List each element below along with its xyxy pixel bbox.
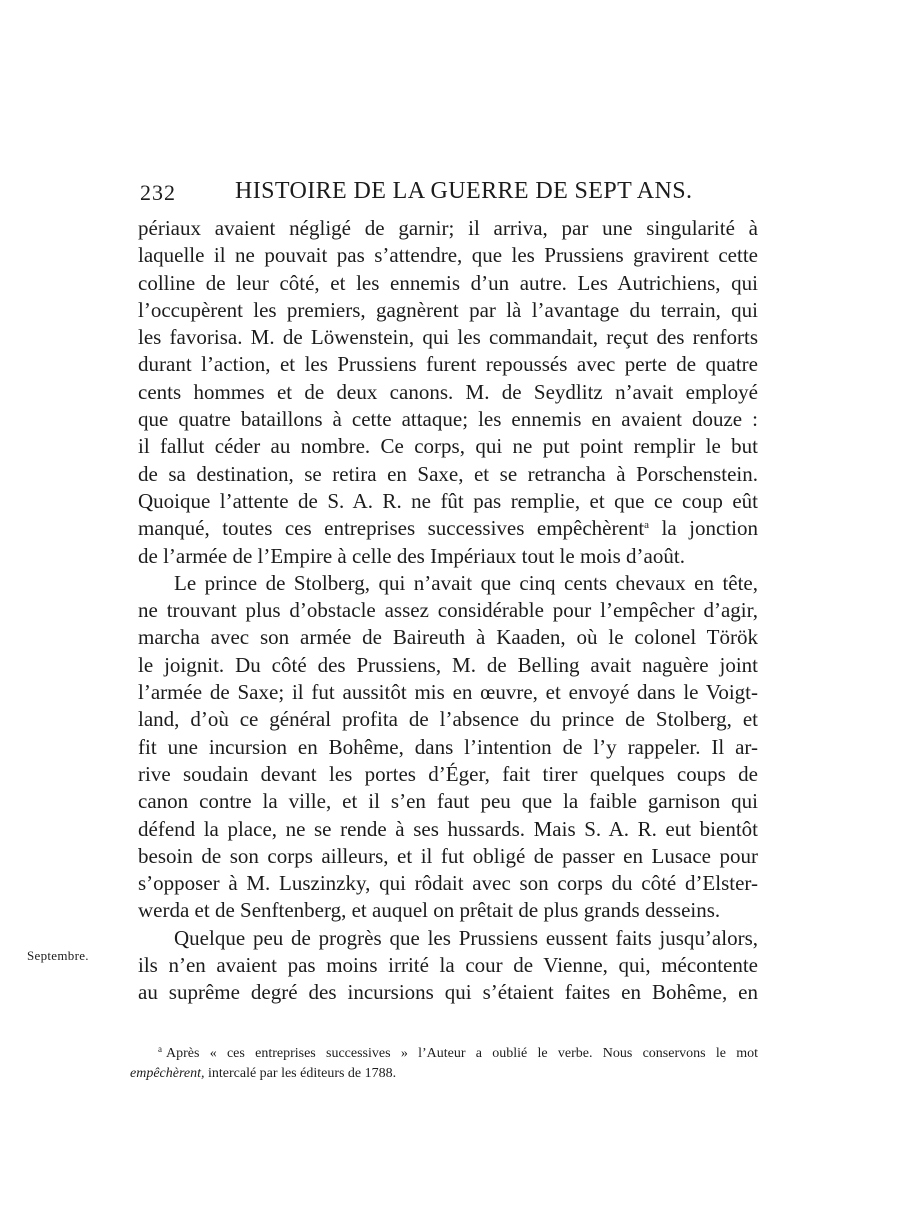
text-line: défend la place, ne se rende à ses hussards. Mais S. A. R. eut bientôt: [138, 816, 758, 841]
running-head: [138, 178, 758, 208]
text-line: ils n’en avaient pas moins irrité la cour de Vienne, qui, mécontente: [138, 953, 758, 978]
text-line: il fallut céder au nombre. Ce corps, qui ne put point remplir le but: [138, 434, 758, 459]
running-title: HISTOIRE DE LA GUERRE DE SEPT ANS.: [235, 178, 693, 204]
text-line: de l’armée de l’Empire à celle des Impériaux tout le mois d’août.: [138, 543, 685, 568]
footnote-text: Après « ces entreprises successives » l’Auteur a oublié le verbe. Nous conservons le mot: [166, 1046, 758, 1061]
text-line: cents hommes et de deux canons. M. de Seydlitz n’avait employé: [138, 379, 758, 404]
text-line: l’armée de Saxe; il fut aussitôt mis en œuvre, et envoyé dans le Voigt-: [138, 680, 758, 705]
text-line: périaux avaient négligé de garnir; il arriva, par une singularité à: [138, 216, 758, 240]
text-line: fit une incursion en Bohême, dans l’intention de l’y rappeler. Il ar-: [138, 734, 758, 759]
footnote-italic-word: empêchèrent,: [130, 1066, 205, 1081]
text-line: de sa destination, se retira en Saxe, et se retrancha à Porschenstein.: [138, 461, 758, 486]
text-line: Quelque peu de progrès que les Prussiens eussent faits jusqu’alors,: [174, 925, 758, 950]
margin-note: Septembre.: [27, 948, 89, 963]
text-line: Quoique l’attente de S. A. R. ne fût pas remplie, et que ce coup eût: [138, 488, 758, 513]
footnote-reference: a: [644, 519, 650, 532]
text-line: land, d’où ce général profita de l’absence du prince de Stolberg, et: [138, 707, 758, 732]
text-line: les favorisa. M. de Löwenstein, qui les commandait, reçut des renforts: [138, 325, 758, 350]
text-line: ne trouvant plus d’obstacle assez considérable pour l’empêcher d’agir,: [138, 598, 758, 623]
text-line-with-note-ref: [138, 515, 758, 542]
text-line: werda et de Senftenberg, et auquel on prêtait de plus grands desseins.: [138, 898, 721, 923]
text-line: durant l’action, et les Prussiens furent repoussés avec perte de quatre: [138, 352, 758, 377]
text-line: laquelle il ne pouvait pas s’attendre, que les Prussiens gravirent cette: [138, 243, 758, 268]
footnote-text: intercalé par les éditeurs de 1788.: [204, 1066, 397, 1081]
footnote-line: [130, 1044, 758, 1064]
footnote-mark: a: [158, 1044, 162, 1054]
body-text: [138, 215, 758, 1007]
text-line: le joignit. Du côté des Prussiens, M. de Belling avait naguère joint: [138, 652, 758, 677]
text-line: colline de leur côté, et les ennemis d’un autre. Les Autrichiens, qui: [138, 270, 758, 295]
text-line-start: manqué, toutes ces entreprises successives empêchèrent: [138, 516, 645, 541]
text-line: que quatre bataillons à cette attaque; les ennemis en avaient douze :: [138, 407, 758, 432]
text-line: s’opposer à M. Luszinzky, qui rôdait avec son corps du côté d’Elster-: [138, 871, 758, 896]
footnote: [130, 1044, 758, 1084]
text-line: canon contre la ville, et il s’en faut peu que la faible garnison qui: [138, 789, 758, 814]
page-number: 232: [140, 180, 176, 205]
text-line-end: la jonction: [649, 516, 758, 541]
text-line: l’occupèrent les premiers, gagnèrent par là l’avantage du terrain, qui: [138, 297, 758, 322]
text-line: au suprême degré des incursions qui s’étaient faites en Bohême, en: [138, 980, 758, 1005]
text-line: besoin de son corps ailleurs, et il fut obligé de passer en Lusace pour: [138, 843, 758, 868]
text-line: rive soudain devant les portes d’Éger, fait tirer quelques coups de: [138, 761, 758, 786]
footnote-line: [130, 1064, 758, 1084]
text-line: marcha avec son armée de Baireuth à Kaaden, où le colonel Török: [138, 625, 758, 650]
text-line: Le prince de Stolberg, qui n’avait que cinq cents chevaux en tête,: [174, 570, 758, 595]
